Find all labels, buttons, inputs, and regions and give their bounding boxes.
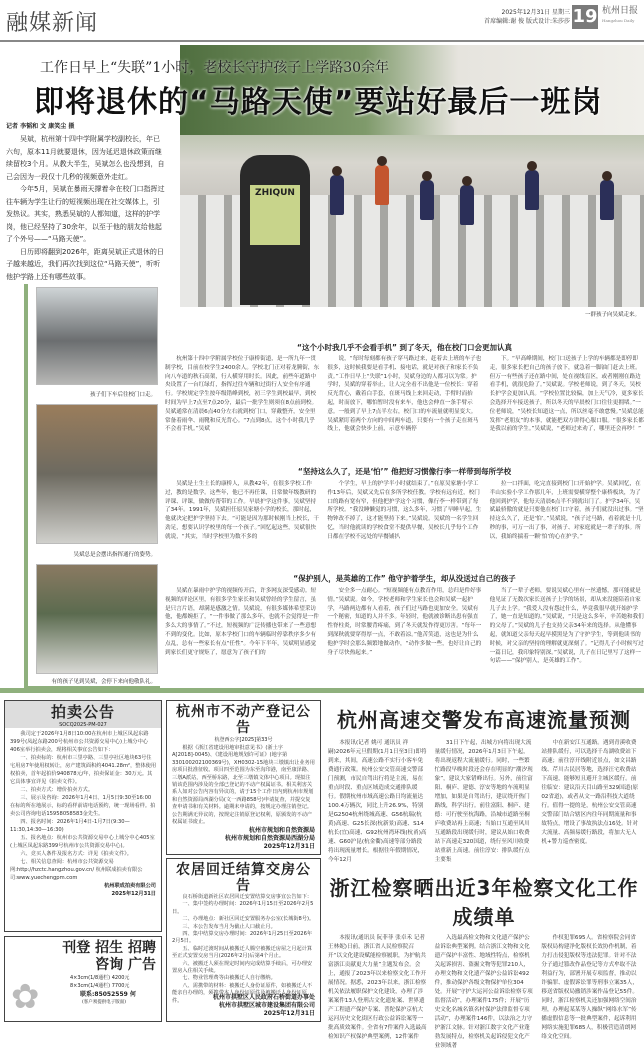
section-heading: “坚持这么久了，还是‘怕’” 他把好习惯像行李一样带到每所学校 [297, 467, 512, 476]
property-code: 杭登西公字[2025]第33号 [214, 737, 273, 743]
side-photo-3 [36, 564, 158, 674]
newspaper-logo [602, 6, 638, 26]
section-body [165, 355, 644, 455]
notice-text: 六、被搬迁人须在规定时间内完成结算手续后，可办理安置房入住相关手续。 [172, 960, 313, 975]
logo-text: 杭州日报 [602, 6, 639, 16]
child-figure [330, 175, 344, 215]
logo-en: Hangzhou Daily [602, 18, 635, 23]
highway-title: 杭州高速交警发布高速流量预测 [337, 708, 631, 732]
notice-signer: 杭州市规划和自然资源局 [248, 827, 315, 834]
section-body [165, 480, 644, 560]
lead-paragraph: 今年5月，吴斌在暴雨天撑着伞在校门口指挥过往车辆为学生让行的短视频出现在社交媒体上，引发热议。其实，熟悉吴斌的人都知道，这样的护学岗，他已经坚持了30余年，以至于他的朋友给他起了个外号——“马路天使”。 [6, 185, 165, 243]
main-headline: 即将退休的“马路天使”要站好最后一班岗 [34, 85, 603, 120]
lead-paragraph: 日历即将翻到2026年，距离吴斌正式退休的日子越来越近，我们再次找到这位“马路天使”，听听他护学路上还有哪些故事。 [6, 247, 164, 281]
notice-date: 2025年12月31日 [263, 1010, 315, 1017]
ad-line-2: 咨询 广告 [95, 957, 156, 973]
text-column: 当了一辈子老师，要说吴斌心里有一丝遗憾，那可能就是他见证了无数次家长送孩子上学的场景，却从来没能陪着自家儿子去上学。“我爱人没有怨过什么，毕竟我很早就开始护学了，她一直是知道的。”吴斌说，“只是这么多年，辛苦她和我们的父母了。”吴斌的儿子也支持父亲34年来的选择。从他懂事起，就知道父亲每天起早摸黑是为了守护学生，等到他读书的时候，对父亲的坚持的理解就更深刻了。“记得儿子小时候写过一篇日记，我印象特别深。”吴斌说，儿子在日记里写了这样一句话——“保护别人，是英雄的工作”。 [489, 588, 644, 665]
notice-text: 根据《浙江省建设用地审批意见书》(浙土字A[2018]-0045)、《建设用地规划许可证》(地字第330100202100369号)，XH0302-15地块三墩镇出让业务用房项目批准征收。项目四至范围为东至沟印港，南至康泽路、三墩A派站，西至桥东路，北至三墩镇文体中心项目。现拟注销该范围内涉及的全部已登记的不动产权属证书。相关利害关系人如对公告内容有异议的，请于15个工作日内到杭州市规划和自然资源局西湖分局(文一西路858号)申请复查，并提交复查申请书和有关材料。逾期未申请的，按规定办理注销登记。公告期满无异议的，按规定注销原登记权利，原颁发的不动产权属证书废止。 [172, 745, 315, 826]
side-photo-1 [36, 287, 158, 385]
headline-kicker: 工作日早上“失联”1小时，老校长守护孩子上学路30余年 [40, 60, 390, 76]
page-number: 19 [572, 6, 598, 27]
child-figure [460, 185, 474, 225]
auction-title: 拍卖公告 [5, 701, 161, 722]
child-figure [525, 170, 539, 210]
text-column: 吴斌在暴雨中护学的视频传开后，许多网友深受感动。短视频的评论区里，有很多学生家长和吴斌曾经的学生留言，虽是只言片语，却满是感激之情。吴斌说，有很多媒体希望采访他，他都婉拒了，“一件事做了那么多年，也就不会觉得是一件多么大的事情了。”不过，短视频的广泛传播也带来了一些意想不到的变化。比如，原本学校门口的车辆临时停靠秩序多少有点乱，总有一些家长有点“任性”。今年下半年，吴斌明显感觉到家长们更守规矩了，愿意为了孩子们的 [165, 588, 319, 656]
notice-text: 一、拍卖标的：杭州市三里亭路、三里亭社区地块63号住宅用房7年使用权转让，房产建筑面积约4041.28m²，整体使用权拍卖，首年起拍价940878元/年，拍卖保证金：30万元。其它具体事宜详见《拍卖文件》。 [10, 755, 157, 785]
issue-date: 2025年12月31日 星期三 [501, 9, 570, 16]
ad-phone: 联系:85052559 何 [80, 991, 136, 998]
child-figure [375, 165, 389, 205]
text-column: 安全多一点耐心。“短视频能有点教育作用，总归是件好事情。”吴斌说。如今，学校老师和学生家长也会和吴斌一起护学，马路两边都有人看着，孩子们过马路也更加安全。吴斌有一个秘密，知道的人并不多。年轻时，他就被诊断出患有强直性脊柱炎，时常腰背疼痛，到了冬天就发作得更厉害。“每年一到深秋就要穿得厚一点，不敢着凉。”他苦笑道，这也是为什么他护学时会那么频繁地做动作，“动作多做一些，也好让自己的身子尽快热起来。” [327, 588, 482, 656]
flower-icon: ✿ [11, 977, 40, 1017]
child-figure [420, 180, 434, 220]
side-caption-3: 有的孩子见到吴斌，会停下来向他敬队礼。 [51, 679, 156, 685]
notice-text: 四、报名时间：2026年1月4日-1月7日(9:30—11:30,14:30—16:30) [10, 819, 130, 833]
crossing-guard [240, 155, 310, 305]
notice-signer: 杭州联成拍卖有限公司 [104, 883, 156, 889]
notice-text: 四、集中结算交房办理时间：2026年1月25日至2026年2月5日。 [172, 931, 313, 945]
auction-notice [4, 700, 162, 932]
text-column: 说，“每时每刻都有孩子穿马路过来，赶着去上班的车子也很多，这时候我要是看手机、接电话，就是对孩子和家长不负责。”工作日早上“失联”1小时，吴斌身边的人都习以为常。护学时，吴斌的穿着举止，让人完全看不出他是一位校长：穿着反光背心，戴着白手套，在斑马线上来回走动，手臂时而抬起，时而放下，哪怕暂时没有来车，他也会伸直一条手臂示意。一般到了早上7点半左右，校门口的车流量就明显变大。吴斌紧盯着两个方向的中间两车道，只要有一个孩子走在斑马线上，他就会快步上前，示意车辆停 [327, 356, 482, 433]
relocation-title: 农居回迁结算交房公告 [176, 862, 311, 894]
issue-info [470, 8, 570, 26]
procuratorate-article [328, 872, 640, 1049]
side-photo-column [24, 284, 160, 688]
text-column: 杭州第十四中学附属学校位于康桥街道，是一所九年一贯制学校，目前在校学生2400余人。学校北门正对着龙腾街，东向八车道的秋石高架，行人横穿用时长。因此，前些年道路中央设置了一台红绿灯，指挥过往车辆和过街行人安全有序通行。学校规定学生按年级错峰到校，初三学生到校最早，到校时间为早上7点至7点20分，最后一批学生则须在8点前到校。吴斌通常在清晨6点40分左右就到校门口，穿戴整齐，安全里常备着雨伞、雨靴和反光背心。“7点到8点，这个小时我几乎不会看手机。”吴斌 [165, 356, 320, 433]
text-column: 吴斌是土生土长的康桥人，从教42年，在很多学校工作过，教的是数学。这些年，他已不再任课，日常做年级教研的评课、评课，做做传帮带的工作。早晨护学这件事，吴斌坚持了34年。1991年，吴斌担任原吴家塘小学的校长，那时起，他就决定把护学坚持下去。“可能是因为那时候刚当上校长，干劲足，想要认识学校里的每一个孩子。”回忆起这些，吴斌很快就说，“其实，当时学校里为数不多的 [165, 481, 319, 540]
notice-date: 2025年12月31日 [263, 843, 315, 850]
notice-text: 五、临时过渡时间从被搬迁人腾空被搬迁房屋之月起计算至正式安置交房当月(2026年2月)后第4个月止。 [172, 945, 313, 960]
auction-code: SOCQ2025-PM-027 [5, 722, 161, 728]
relocation-notice [166, 858, 321, 1022]
notice-text: 二、拍卖方式：增价拍卖方式。 [20, 787, 94, 793]
ad-price-2: 8×3cm(1/4通栏) 7700元 [70, 983, 130, 989]
notice-signer: 杭州市拱墅区人民政府石桥街道办事处 [212, 994, 315, 1001]
text-column: 31日下午起，出城方向将出现大流量缓行情况，2026年1月3日下午起，将出现返程大流量缓行。同时，一些繁忙路段早晚时段还会存在明显的“潮汐现象”，建议大家错峰出行。另外，前往富阳、桐庐、建德、淳安等地的车流明显增加，如果是自驾出行，建议绕开热门路线，科学出行。前往富阳、桐庐、建德：可行驶至杭海路，沿城市道路至桐庐收费站再上高速；当始口互通至风川互通路段出现缓行时，建议从始口收费站下高速走320国道，绕行至风川收费站重新上高速。前往淳安：排队缓行点主要集 [434, 740, 533, 863]
property-title: 杭州市不动产登记公告 [176, 704, 311, 736]
notice-text: 二、办理地点：新社区回迁安置服务办公室(长城街8号)。 [182, 916, 315, 923]
child-figure [600, 180, 614, 220]
notice-text: 我司定于2026年1月8日10:00在杭州市上城区凤起东路399号(凤起东路200号杭州市公共资源交易中心)上城分中心406室举行拍卖会，现将相关事宜公告如下： [10, 731, 149, 753]
text-column: 作权犯罪695人。省检察院会同省版权局构建净化版权长效协作机制，着力打击侵犯版权等违法犯罪。针对不法分子通过篡改作品登记等方式牟取不法利益行为，部署开展专项监督，推动以诈骗罪、虚假诉讼罪等刑事立案35人，移送省版权局撤销涉案作品登记55件。同时，浙江检察机关还加强网络空间治理，办理起某某等人操纵“网络水军”传播虚假信息等一批典型案件，起诉利用网络实施犯罪685人，积极营造清朗网络文化空间。 [541, 935, 638, 1040]
notice-signer: 杭州市规划和自然资源局西湖分局 [224, 835, 315, 842]
text-column: 拉一口拌面，吃完直接到校门口开始护学。吴斌回忆，在半山实验小学工作那几年，上班需要横穿整个康桥板块，为了他回到护学，他每天清晨6点半不到就出门了。护学34年，吴斌最骄傲的就是只要他在校门口守着，孩子们就没出过事。“坚持这么久了，还是‘怕’。”吴斌说，“孩子过马路，看着就是十几秒的事，可万一出了事，对孩子、对家庭就是一辈子的事。所以，我始终揣着一颗‘怕’的心在护学。” [489, 481, 644, 540]
ad-note: (客户须提供电子版面) [82, 1000, 127, 1005]
article-body [328, 934, 640, 1058]
divider-bar [0, 688, 644, 693]
side-photo-2 [36, 404, 158, 544]
notice-text: 七、相关信息查阅：杭州市公共资源交易网:http://hzctc.hangzhou.gov.cn/ 杭州联成拍卖有限公司:www.yuechengpm.com [10, 859, 143, 881]
procuratorate-title: 浙江检察晒出近3年检察文化工作成绩单 [329, 876, 639, 929]
notice-text: 八、需携带的材料：被搬迁人身份证原件，如被搬迁人不能亲自办理的，须携带本人身份证原件及被搬迁人身份证原件。 [172, 982, 313, 1004]
notice-text: 七、物业管理费等由被搬迁人自行缴纳。 [182, 975, 276, 982]
vest-label: ZHIQUN [250, 185, 300, 245]
text-column: 入选最高检文物和文化遗产保护公益诉讼典型案例。结合浙江文物和文化遗产保护丰富性、地域性特点，检察机关起诉损害、盗掘文物等犯罪210人，办理文物和文化遗产保护公益诉讼492件，推动保护各级文物保护单位304处。开展“守护大运河公益诉讼检察专项监督活动”，办理案件175件；开展“历史文化名城名镇名村保护法律监督专项活动”，办理案件146件，以法治之力守护浙江文脉。针对浙江数字文化产业蓬勃发展特点，检察机关起诉侵犯文化产业领域著 [434, 935, 533, 1049]
property-notice [166, 700, 321, 855]
notice-text: 六、竞买人条件及报名方式：详见《拍卖文件》。 [20, 851, 132, 857]
text-column: 中在新安江互通路。遇到青溪收费站排队缓行，可以选择千岛湖收费站下高速；前往淳开线附近景点，如文昌路线、芹川古民居等地，选择汪宅收费站下高速，能够短且避开主城区缓行。前往临安：建议沿天目山路至329国道(原02省道)，或者从文一路沿科技大道绕行。值得一提的是，杭州公安交管高速交警部门结合辖区内往年同期流量和事故特点，增设了事故执法点16处。针对大流量、高频易缓行路段，将加大无人机+警力巡查密度。 [541, 740, 639, 845]
side-caption-1: 孩子们下车后往校门口走。 [89, 392, 156, 398]
ad-line-1: 刊登 招生 招聘 [62, 940, 156, 956]
side-caption-2: 吴斌总是会摆出指挥通行的姿势。 [73, 552, 156, 558]
hero-caption: 一群孩子向吴斌走来。 [584, 312, 640, 318]
text-column: 个学生，早上的护学半小时就结束了。”在原吴家塘小学工作13年后，吴斌又先后在多所学校任教。学校有远有近，校门口的路有宽有窄，但他把护学这个习惯，像行李一样带到了每所学校。“我没睡懒觉的习惯，这么多年，习惯了早睡早起，生物钟改不掉了，这才能坚持下来。”吴斌说。吴斌的一名学生回忆，当时他就读的学校食堂不提供早餐，吴校长几乎每个工作日都在学校不远处的早餐铺扒 [327, 481, 482, 540]
article-body [328, 739, 640, 869]
section-heading: “保护别人，是英雄的工作” 他守护着学生，却从没送过自己的孩子 [293, 574, 516, 583]
byline: 记者 李韬和 文 康笑尘 摄 [6, 123, 75, 130]
notice-text: 三、展示及咨询：2026年1月4日、1月5日9:30至16:00在标的所在地展示，标的看样前请电话预约，统一现场看样。拍卖公司咨询电话15958058583金先生。 [10, 795, 156, 817]
lead-paragraph: 吴斌，杭州第十四中学附属学校副校长，年已六旬，原本11月就要退休，因为延迟退休政策而继续留校3个月。从教大半生，吴斌怎么也没想到，自己会因为一段仅十几秒的视频意外走红。 [6, 135, 165, 181]
notice-text: 五、报名地点：杭州市公共资源交易中心上城分中心405室(上城区凤起东路399号杭州市公共资源交易中心)。 [10, 835, 155, 849]
notice-text: 三、本公告发布当月为截止人口截止月。 [182, 923, 276, 930]
section-body [165, 587, 644, 685]
ad-price-1: 4×3cm(1/8通栏) 4200元 [70, 975, 130, 981]
notice-text: 良石桥街道新社区农居回迁安置结算交房事宜公告如下： [182, 894, 313, 900]
text-column: 本报讯(记者 姚可 通讯员 祥嗣)2026年元旦假期(1月1日至3日)即将到来，其间，高速公路不实行小客车免费通行政策。杭州公安交管高速交警部门预测，市民自驾出行将是主流，易在重点时段、重点区域造成交通排队缓行。假期杭州市域高速公路日均流量达100.4万辆次，同比上升26.9%，特别是G2504杭州绕城高速、G56杭瑞(杭黄)高速、G25长深(杭新景)高速、S14杭长(宜)高速、G92杭州湾环线(杭甬)高速、G60沪昆(杭金衢)高速等部分路段将出现流量增长。根据往年假期情况，今年12月 [328, 740, 427, 863]
highway-article [328, 704, 640, 868]
lead-text [6, 133, 166, 283]
notice-text: 一、集中签约办理时间：2026年1月15日至2026年2月5日。 [172, 901, 314, 915]
notice-signer: 杭州市拱墅区城市建设集团有限公司 [218, 1002, 315, 1009]
section-title: 融媒新闻 [6, 11, 99, 36]
property-body [172, 745, 315, 827]
ad-rates [4, 936, 162, 1022]
text-column: 下。“早高峰期间，校门口送孩子上学的车辆都是即停即走，很多家长把自己的孩子放下，就急着一脚油门赶去上班。但万一有些孩子还在路中间，处在视线盲区，或者刚刚在路边看手机，就很危险了。”吴斌说。学校老师说，到了冬天，吴校长护学会更加认真。“学校位置比较偏，加上天气冷，更多家长会选择开车接送孩子，所以冬天的早晨校门口往往更拥堵。”一位老师说，“吴校长知道这一点，所以丝毫不敢怠慢。”吴斌总能发挥“老朋友”的本事，就能把双方讲得心服口服。“很多家长都是我以前的学生。”吴斌说，“老师过来劝了，哪里还会再吵！” [489, 356, 644, 433]
text-column: 本报讯(通讯员 阮菲菲 张卓禾 记者 王林妮)日前，浙江省人民检察院召开“以文化建设赋能检察履职，为护航共富浙江贡献更大力量”主题发布会。会上，通报了2023年以来检察文化工作开展情况。据悉，2023年以来，浙江检察机关依法履职保护文化建设，办理了涉案案件13人登刑古文化遗址案、世界遗产工程遗产保护专案、普陀保护京杭大运河历史文化街区行政公益诉讼案等一批高质效案件。全省有7件案件入选最高检知识产权保护典型案例，12件案件 [328, 935, 427, 1040]
section-heading: “这个小时我几乎不会看手机” 到了冬天，他在校门口会更加认真 [297, 343, 512, 352]
editors: 首席编辑:谢 俊 版式设计:朱莎莎 [484, 18, 570, 25]
notice-date: 2025年12月31日 [111, 891, 156, 897]
header-rule [0, 40, 644, 42]
